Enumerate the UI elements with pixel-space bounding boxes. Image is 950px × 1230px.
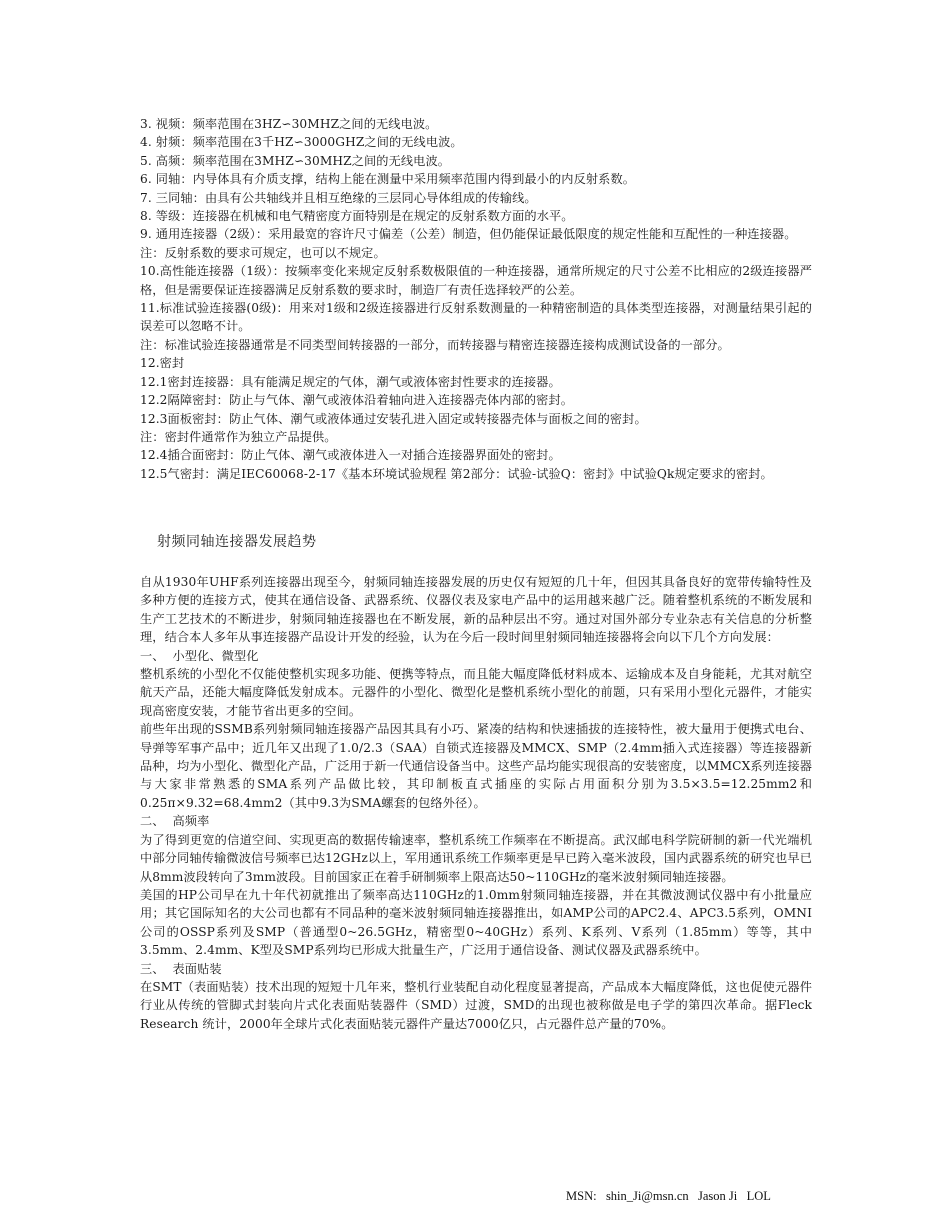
definition-item: 12.密封 [140,356,185,371]
note-item: 注：密封件通常作为独立产品提供。 [140,429,337,444]
definition-item: 5. 高频：频率范围在3MHZ∽30MHZ之间的无线电波。 [140,153,451,168]
body-paragraph: 前些年出现的SSMB系列射频同轴连接器产品因其具有小巧、紧凑的结构和快速插拔的连接特性，被大量用于便携式电台、导弹等军事产品中；近几年又出现了1.0/2.3（SAA）自锁式连接器及MMCX、SMP（2.4mm插入式连接器）等连接器新品种，均为小型化、微型化产品，广泛用于新一代通信设备当中。这些产品均能实现很高的安装密度，以MMCX系列连接器与大家非常熟悉的SMA系列产品做比较，其印制板直式插座的实际占用面积分别为3.5×3.5=12.25mm2和0.25π×9.32=68.4mm2（其中9.3为SMA螺套的包络外径）。 [140,722,812,810]
definition-item: 9. 通用连接器（2级）：采用最宽的容许尺寸偏差（公差）制造，但仍能保证最低限度的规定性能和互配性的一种连接器。 [140,227,797,242]
definition-item: 12.2隔障密封：防止与气体、潮气或液体沿着轴向进入连接器壳体内部的密封。 [140,393,574,408]
body-paragraph: 为了得到更宽的信道空间、实现更高的数据传输速率，整机系统工作频率在不断提高。武汉邮电科学院研制的新一代光端机中部分同轴传输微波信号频率已达12GHz以上，军用通讯系统工作频率更是早已跨入毫米波段，国内武器系统的研究也早已从8mm波段转向了3mm波段。目前国家正在着手研制频率上限高达50~110GHz的毫米波射频同轴连接器。 [140,832,812,884]
definition-item: 12.4插合面密封：防止气体、潮气或液体进入一对插合连接器界面处的密封。 [140,448,561,463]
page-footer: MSN: shin_Ji@msn.cn Jason Ji LOL [566,1189,771,1203]
body-paragraph: 自从1930年UHF系列连接器出现至今，射频同轴连接器发展的历史仅有短短的几十年，但因其具备良好的宽带传输特性及多种方便的连接方式，使其在通信设备、武器系统、仪器仪表及家电产品中的运用越来越广泛。随着整机系统的不断发展和生产工艺技术的不断进步，射频同轴连接器也在不断发展，新的品种层出不穷。通过对国外部分专业杂志有关信息的分析整理，结合本人多年从事连接器产品设计开发的经验，认为在今后一段时间里射频同轴连接器将会向以下几个方向发展： [140,575,812,645]
definition-item: 8. 等级：连接器在机械和电气精密度方面特别是在规定的反射系数方面的水平。 [140,209,574,224]
definition-item: 11.标准试验连接器(0级)：用来对1级和2级连接器进行反射系数测量的一种精密制造的具体类型连接器，对测量结果引起的误差可以忽略不计。 [140,301,812,334]
note-item: 注：标准试验连接器通常是不同类型间转接器的一部分，而转接器与精密连接器连接构成测试设备的一部分。 [140,337,730,352]
definition-item: 12.3面板密封：防止气体、潮气或液体通过安装孔进入固定或转接器壳体与面板之间的密封。 [140,411,647,426]
definition-item: 12.1密封连接器：具有能满足规定的气体，潮气或液体密封性要求的连接器。 [140,374,561,389]
subheading: 一、 小型化、微型化 [140,648,259,663]
body-paragraph: 在SMT（表面贴装）技术出现的短短十几年来，整机行业装配自动化程度显著提高，产品成本大幅度降低，这也促使元器件行业从传统的管脚式封装向片式化表面贴装器件（SMD）过渡，SMD的出现也被称做是电子学的第四次革命。据Fleck Research 统计，2000年全球片式化表面贴装元器件产量达7000亿只，占元器件总产量的70%。 [140,979,812,1031]
note-item: 注：反射系数的要求可规定，也可以不规定。 [140,245,386,260]
subheading: 三、 表面贴装 [140,961,222,976]
definition-item: 12.5气密封：满足IEC60068-2-17《基本环境试验规程 第2部分：试验-试验Q：密封》中试验Qk规定要求的密封。 [140,466,773,481]
section-heading: 射频同轴连接器发展趋势 [157,534,317,550]
trends-section [140,573,812,1033]
body-paragraph: 美国的HP公司早在九十年代初就推出了频率高达110GHz的1.0mm射频同轴连接器，并在其微波测试仪器中有小批量应用；其它国际知名的大公司也都有不同品种的毫米波射频同轴连接器推出，如AMP公司的APC2.4、APC3.5系列，OMNI公司的OSSP系列及SMP（普通型0~26.5GHz，精密型0~40GHz）系列、K系列、V系列（1.85mm）等等，其中3.5mm、2.4mm、K型及SMP系列均已形成大批量生产，广泛用于通信设备、测试仪器及武器系统中。 [140,887,812,958]
definition-item: 10.高性能连接器（1级）：按频率变化来规定反射系数极限值的一种连接器，通常所规定的尺寸公差不比相应的2级连接器严格，但是需要保证连接器满足反射系数的要求时，制造厂有责任选择较严的公差。 [140,264,812,297]
definitions-section [140,115,812,483]
definition-item: 4. 射频：频率范围在3千HZ∽3000GHZ之间的无线电波。 [140,135,463,150]
body-paragraph: 整机系统的小型化不仅能使整机实现多功能、便携等特点，而且能大幅度降低材料成本、运输成本及自身能耗，尤其对航空航天产品，还能大幅度降低发射成本。元器件的小型化、微型化是整机系统小型化的前题，只有采用小型化元器件，才能实现高密度安装，才能节省出更多的空间。 [140,667,812,718]
subheading: 二、 高频率 [140,814,210,829]
definition-item: 6. 同轴：内导体具有介质支撑，结构上能在测量中采用频率范围内得到最小的内反射系数。 [140,172,636,187]
definition-item: 7. 三同轴：由具有公共轴线并且相互绝缘的三层同心导体组成的传输线。 [140,190,537,205]
definition-item: 3. 视频：频率范围在3HZ∽30MHZ之间的无线电波。 [140,117,438,131]
